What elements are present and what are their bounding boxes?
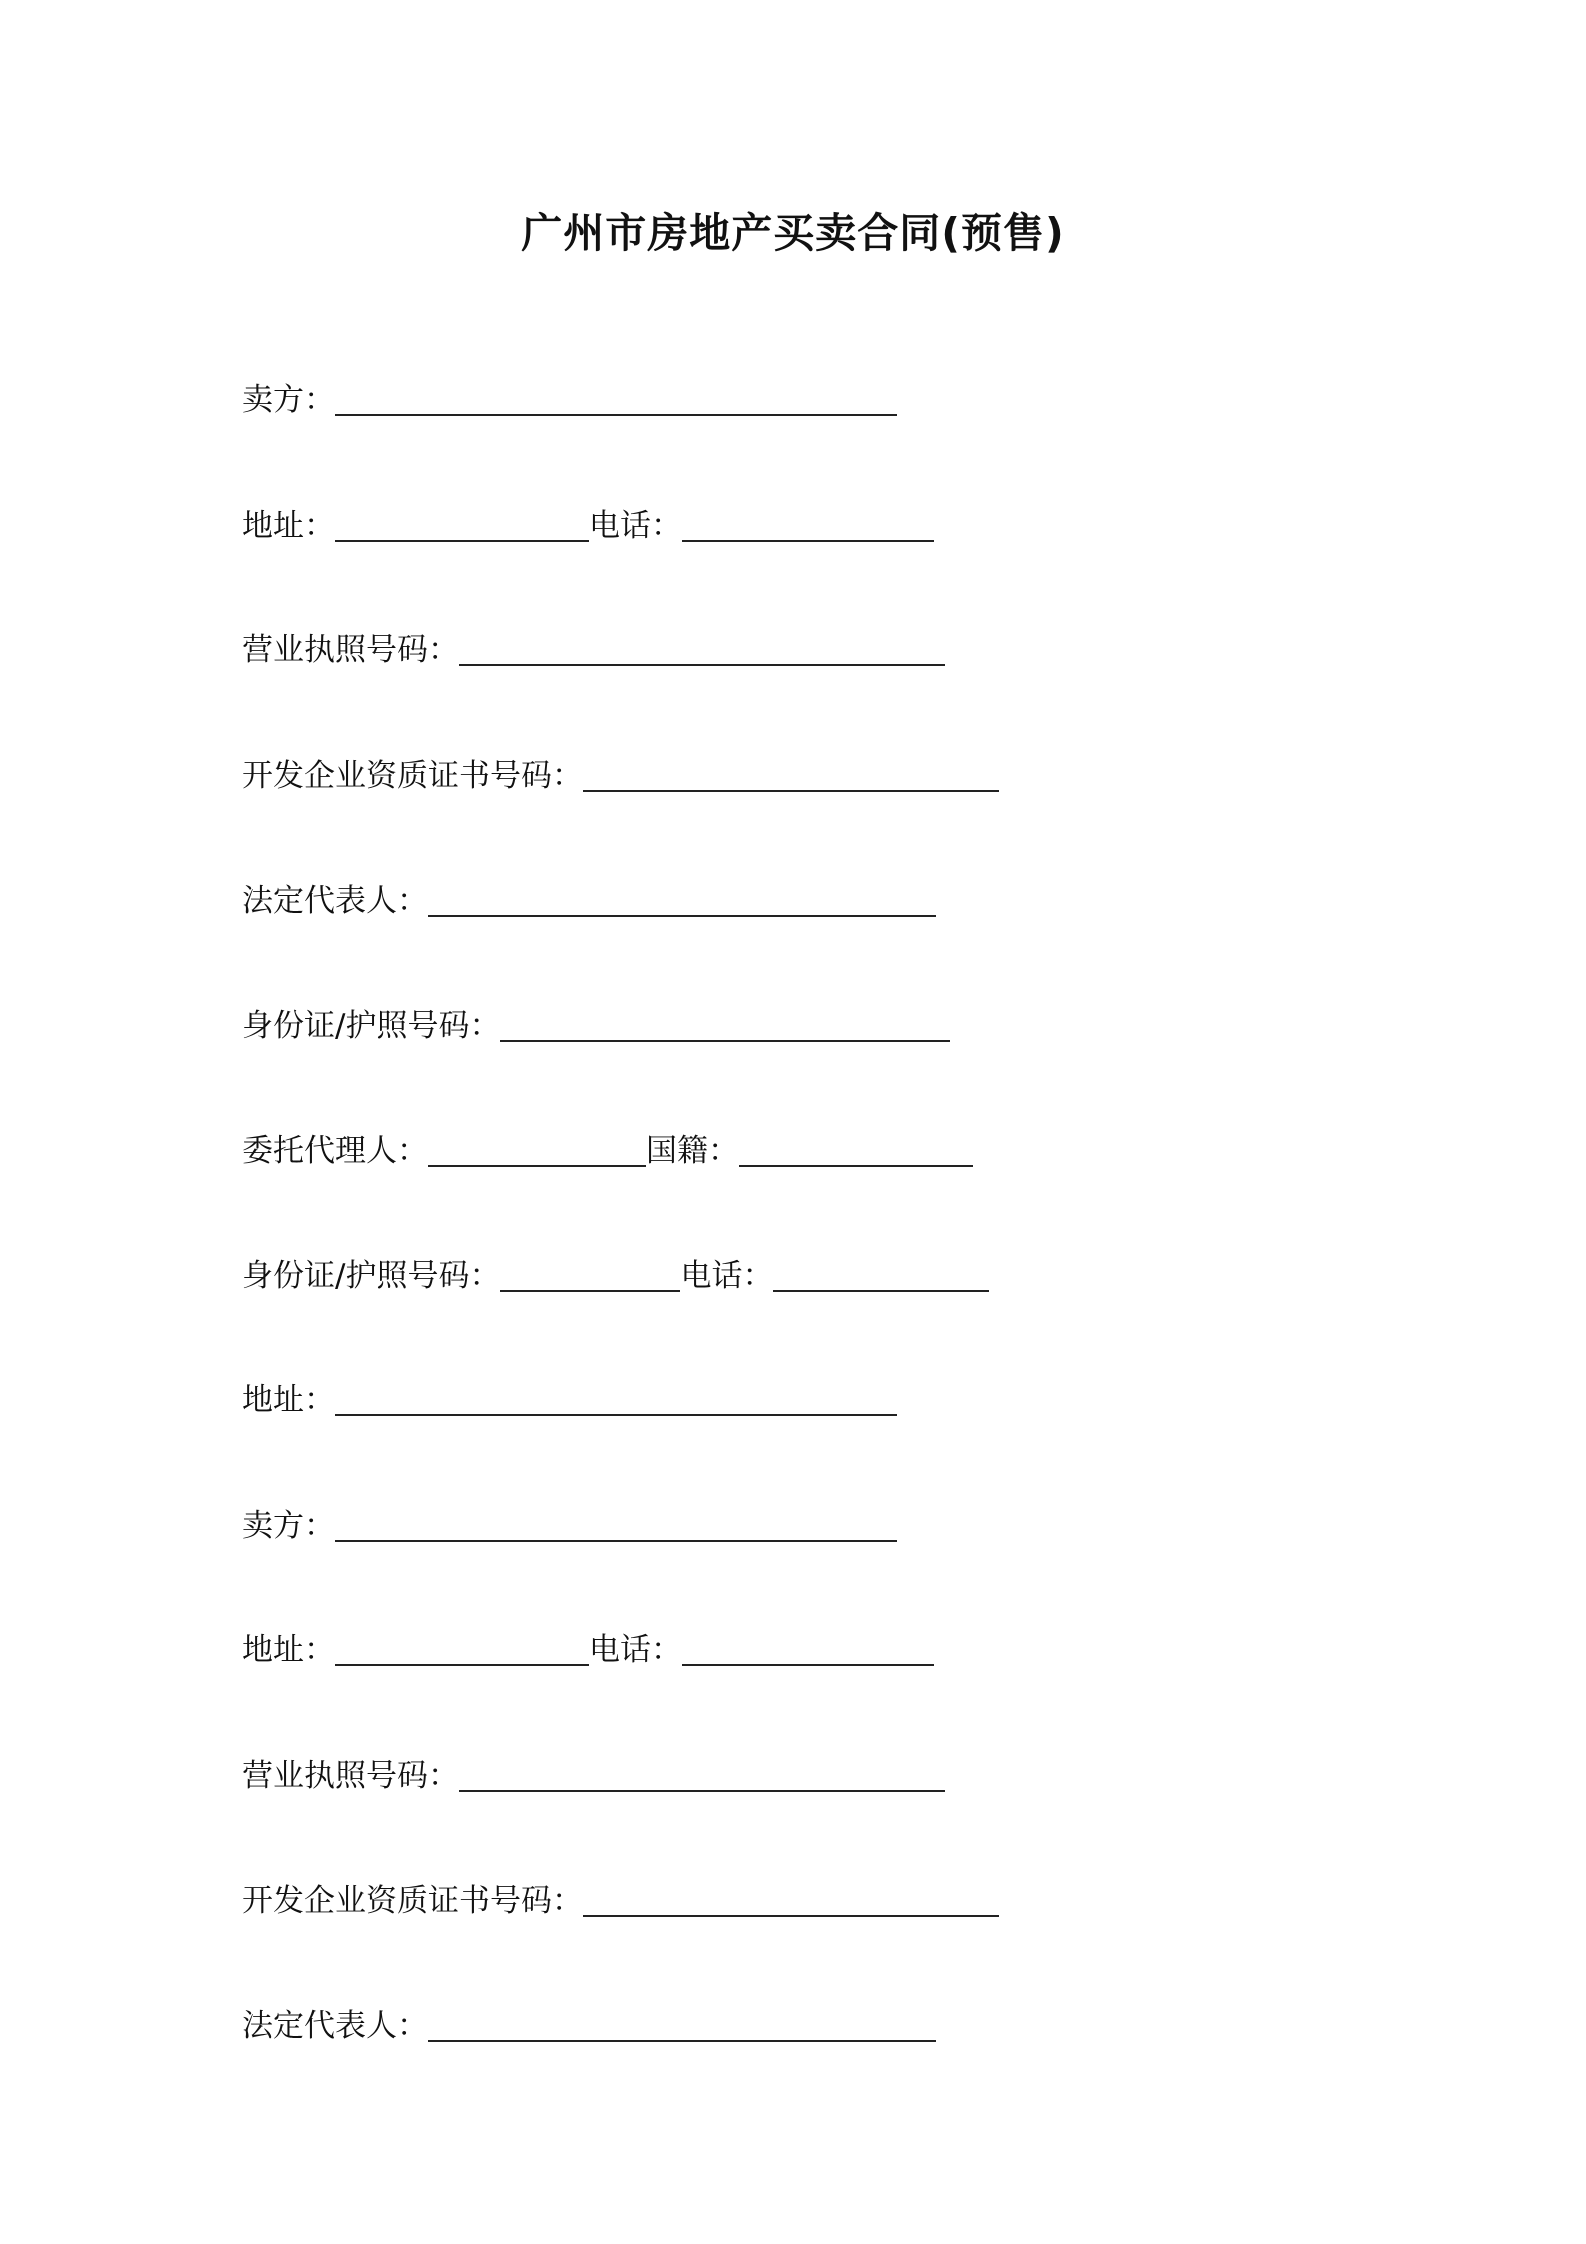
field-label: 营业执照号码：	[242, 1758, 459, 1794]
field-id-phone	[242, 1246, 989, 1296]
field-label: 身份证/护照号码：	[242, 1008, 501, 1044]
fill-blank	[682, 1634, 934, 1666]
field-qualification-certificate-2	[242, 1871, 999, 1921]
fill-blank	[428, 885, 936, 917]
field-label: 委托代理人：	[242, 1133, 428, 1169]
field-label: 地址：	[242, 1632, 335, 1668]
field-label: 开发企业资质证书号码：	[242, 1883, 583, 1919]
fill-blank	[335, 1510, 897, 1542]
fill-blank	[428, 1135, 646, 1167]
fill-blank	[583, 1885, 999, 1917]
field-label-secondary: 国籍：	[646, 1133, 739, 1169]
field-qualification-certificate	[242, 746, 999, 796]
field-business-license-2	[242, 1746, 945, 1796]
field-label: 身份证/护照号码：	[242, 1258, 501, 1294]
field-address-phone-2	[242, 1620, 934, 1670]
field-label-secondary: 电话：	[589, 508, 682, 544]
fill-blank	[459, 1760, 945, 1792]
field-business-license	[242, 620, 945, 670]
fill-blank	[335, 510, 589, 542]
field-label-secondary: 电话：	[589, 1632, 682, 1668]
field-label: 卖方：	[242, 1508, 335, 1544]
fill-blank	[428, 2010, 936, 2042]
field-label: 开发企业资质证书号码：	[242, 758, 583, 794]
fill-blank	[500, 1010, 950, 1042]
document-title: 广州市房地产买卖合同(预售)	[521, 209, 1065, 257]
fill-blank	[739, 1135, 973, 1167]
field-legal-representative	[242, 871, 936, 921]
fill-blank	[583, 760, 999, 792]
field-address	[242, 1370, 897, 1420]
field-legal-representative-2	[242, 1996, 936, 2046]
fill-blank	[682, 510, 934, 542]
fill-blank	[335, 1634, 589, 1666]
fill-blank	[335, 384, 897, 416]
field-label: 地址：	[242, 508, 335, 544]
field-label: 卖方：	[242, 382, 335, 418]
field-seller	[242, 370, 897, 420]
fill-blank	[335, 1384, 897, 1416]
field-label: 法定代表人：	[242, 883, 428, 919]
fill-blank	[459, 634, 945, 666]
fill-blank	[500, 1260, 680, 1292]
field-id-passport	[242, 996, 950, 1046]
field-address-phone	[242, 496, 934, 546]
field-label: 法定代表人：	[242, 2008, 428, 2044]
field-label: 营业执照号码：	[242, 632, 459, 668]
field-agent-nationality	[242, 1121, 973, 1171]
field-label: 地址：	[242, 1382, 335, 1418]
field-label-secondary: 电话：	[680, 1258, 774, 1294]
field-seller-2	[242, 1496, 897, 1546]
fill-blank	[773, 1260, 989, 1292]
